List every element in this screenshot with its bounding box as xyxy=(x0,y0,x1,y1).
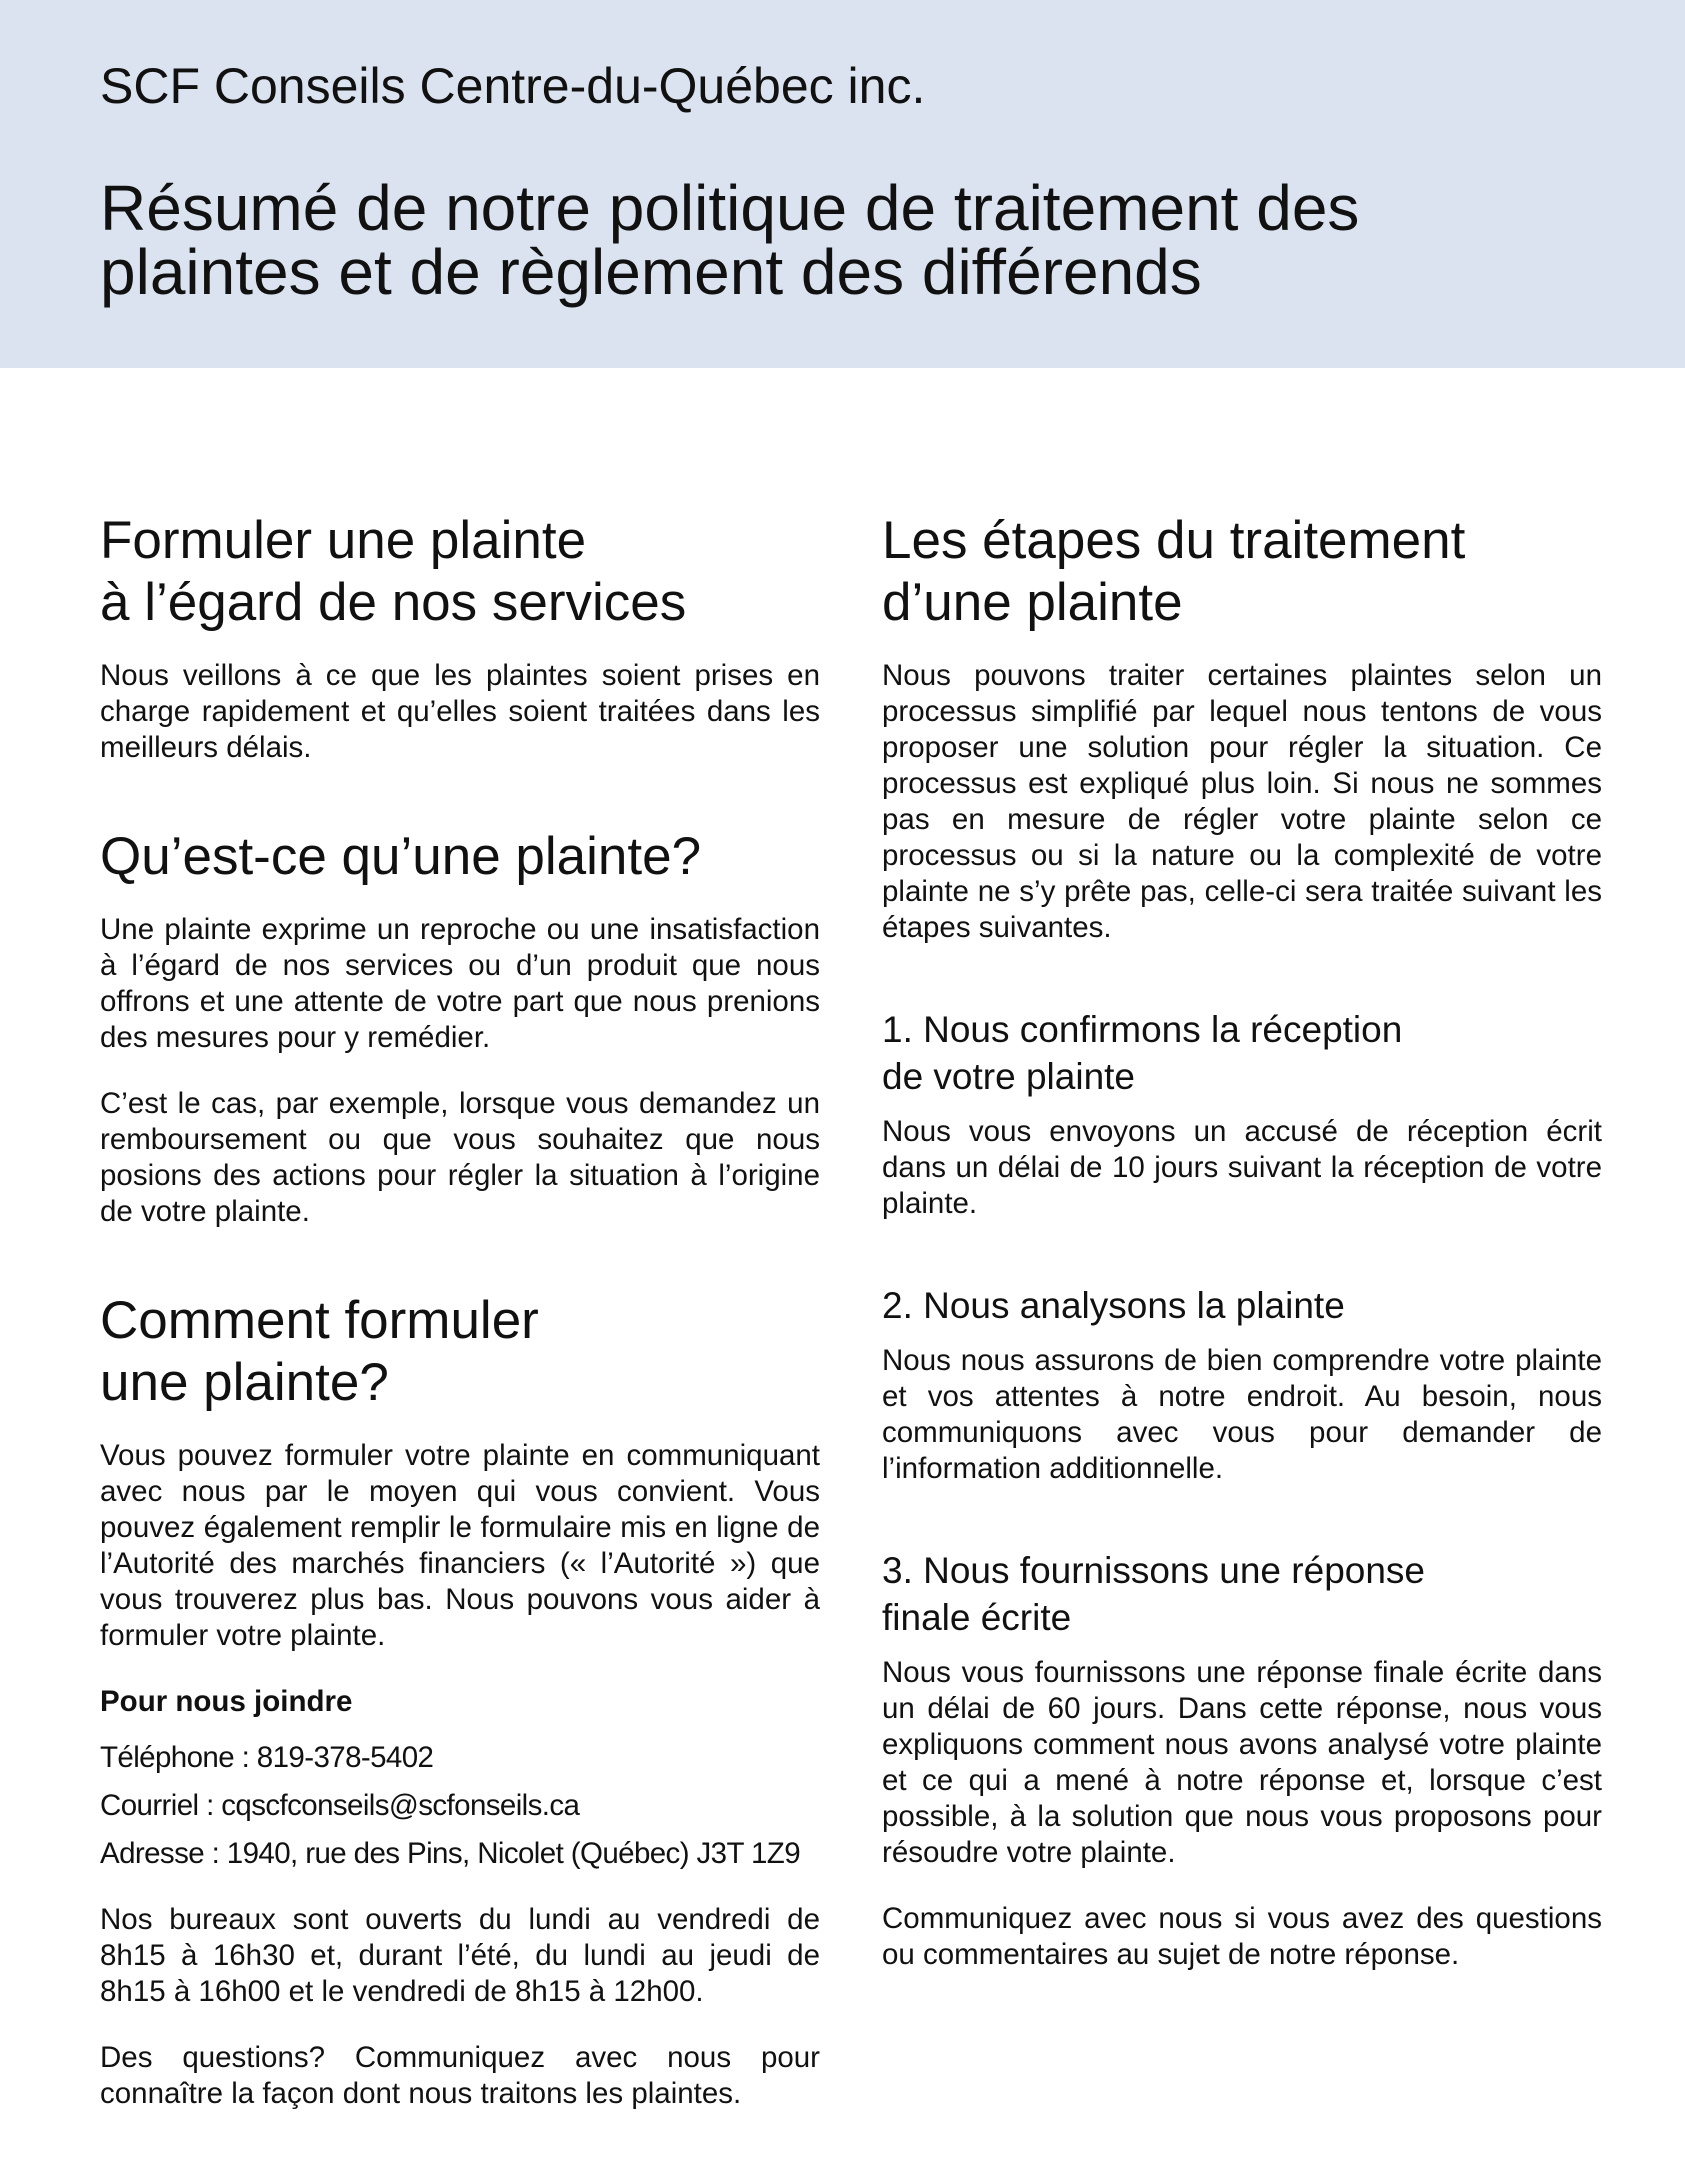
step-title-3 xyxy=(882,1547,1602,1641)
paragraph-hours: Nos bureaux sont ouverts du lundi au vendredi de 8h15 à 16h30 et, durant l’été, du lundi au jeudi de 8h15 à 16h00 et le vendredi de 8h15 à 12h00. xyxy=(100,1903,820,2008)
right-column xyxy=(882,510,1602,1973)
paragraph: Nous veillons à ce que les plaintes soient prises en charge rapidement et qu’elles soient traitées dans les meilleurs délais. xyxy=(100,659,820,764)
section-title-line: une plainte? xyxy=(100,1353,389,1412)
step-title-line: de votre plainte xyxy=(882,1056,1136,1097)
section-title-line: à l’égard de nos services xyxy=(100,573,687,632)
paragraph: C’est le cas, par exemple, lorsque vous demandez un remboursement ou que vous souhaitez que nous posions des actions pour régler la situation à l’origine de votre plainte. xyxy=(100,1087,820,1228)
step-title-line: 3. Nous fournissons une réponse xyxy=(882,1550,1426,1591)
header-banner xyxy=(0,0,1685,368)
paragraph: Nous pouvons traiter certaines plaintes selon un processus simplifié par lequel nous tentons de vous proposer une solution pour régler la situation. Ce processus est expliqué plus loin. Si nous ne sommes pas en mesure de régler votre plainte selon ce processus ou si la nature ou la complexité de votre plainte ne s’y prête pas, celle-ci sera traitée suivant les étapes suivantes. xyxy=(882,659,1602,944)
step-title-line: 1. Nous confirmons la réception xyxy=(882,1009,1403,1050)
section-title-line: Comment formuler xyxy=(100,1291,539,1350)
section-title-line: d’une plainte xyxy=(882,573,1183,632)
step-title-line: finale écrite xyxy=(882,1597,1072,1638)
section-title-formuler xyxy=(100,510,820,634)
document-title-line: plaintes et de règlement des différends xyxy=(100,236,1202,308)
company-name: SCF Conseils Centre-du-Québec inc. xyxy=(100,58,926,114)
section-title-line: Qu’est-ce qu’une plainte? xyxy=(100,827,702,886)
section-title-etapes xyxy=(882,510,1602,634)
paragraph: Nous vous envoyons un accusé de réception écrit dans un délai de 10 jours suivant la réception de votre plainte. xyxy=(882,1115,1602,1220)
paragraph: Vous pouvez formuler votre plainte en communiquant avec nous par le moyen qui vous convient. Vous pouvez également remplir le formulaire mis en ligne de l’Autorité des marchés financiers (« l’Autorité ») que vous trouverez plus bas. Nous pouvons vous aider à formuler votre plainte. xyxy=(100,1439,820,1652)
paragraph: Nous vous fournissons une réponse finale écrite dans un délai de 60 jours. Dans cette réponse, nous vous expliquons comment nous avons analysé votre plainte et ce qui a mené à notre réponse et, lorsque c’est possible, à la solution que nous vous proposons pour résoudre votre plainte. xyxy=(882,1656,1602,1869)
contact-phone: Téléphone : 819-378-5402 xyxy=(100,1741,434,1774)
paragraph-questions: Des questions? Communiquez avec nous pour connaître la façon dont nous traitons les plaintes. xyxy=(100,2041,820,2110)
contact-email: Courriel : cqscfconseils@scfonseils.ca xyxy=(100,1789,580,1822)
section-title-comment xyxy=(100,1290,820,1414)
section-title-quest-ce xyxy=(100,826,820,888)
step-title-line: 2. Nous analysons la plainte xyxy=(882,1285,1345,1326)
step-title-2 xyxy=(882,1282,1602,1329)
document-title xyxy=(100,172,1600,308)
paragraph: Nous nous assurons de bien comprendre votre plainte et vos attentes à notre endroit. Au besoin, nous communiquons avec vous pour demander de l’information additionnelle. xyxy=(882,1344,1602,1485)
section-title-line: Les étapes du traitement xyxy=(882,511,1466,570)
left-column xyxy=(100,510,820,2112)
section-title-line: Formuler une plainte xyxy=(100,511,587,570)
contact-address: Adresse : 1940, rue des Pins, Nicolet (Québec) J3T 1Z9 xyxy=(100,1837,801,1870)
step-title-1 xyxy=(882,1006,1602,1100)
contact-heading: Pour nous joindre xyxy=(100,1685,353,1718)
document-title-line: Résumé de notre politique de traitement des xyxy=(100,172,1360,244)
paragraph: Une plainte exprime un reproche ou une insatisfaction à l’égard de nos services ou d’un produit que nous offrons et une attente de votre part que nous prenions des mesures pour y remédier. xyxy=(100,913,820,1054)
paragraph: Communiquez avec nous si vous avez des questions ou commentaires au sujet de notre réponse. xyxy=(882,1902,1602,1971)
